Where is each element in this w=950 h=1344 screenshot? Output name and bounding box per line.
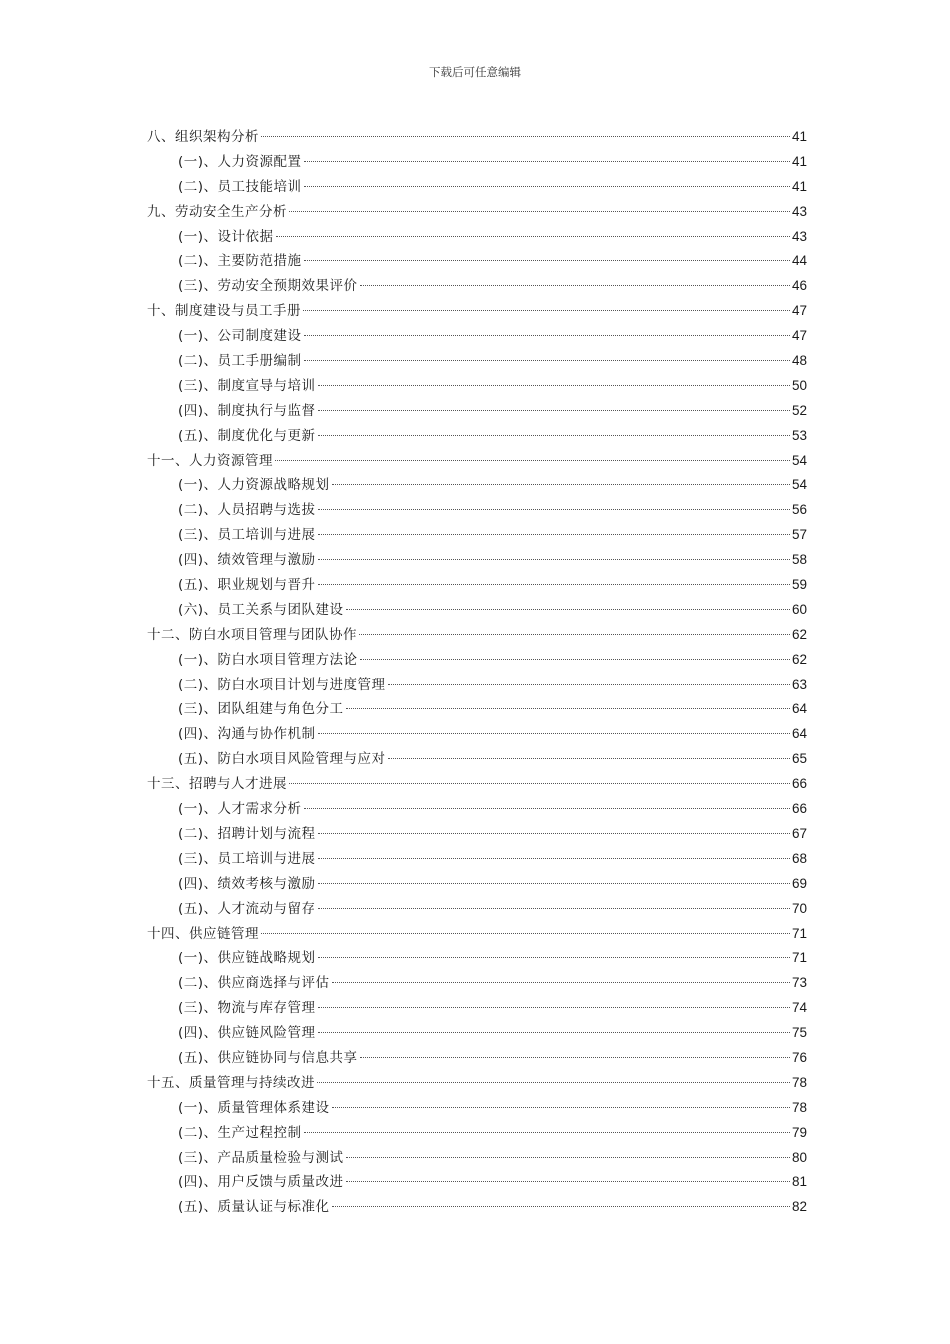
toc-entry-page-number: 47	[791, 328, 807, 344]
toc-entry-title: (三)、劳动安全预期效果评价	[178, 278, 358, 295]
toc-section-entry[interactable]	[147, 424, 807, 449]
toc-entry-page-number: 64	[791, 726, 807, 742]
toc-entry-page-number: 80	[791, 1149, 807, 1165]
toc-dot-leader	[318, 584, 790, 585]
toc-entry-title: (六)、员工关系与团队建设	[178, 601, 344, 618]
toc-entry-title: (一)、防白水项目管理方法论	[178, 651, 358, 668]
toc-chapter-entry[interactable]	[147, 623, 807, 648]
toc-entry-title: (二)、供应商选择与评估	[178, 975, 330, 992]
toc-entry-title: (五)、职业规划与晋升	[178, 577, 316, 594]
toc-dot-leader	[318, 410, 790, 411]
toc-dot-leader	[275, 460, 790, 461]
toc-entry-title: (四)、制度执行与监督	[178, 402, 316, 419]
toc-section-entry[interactable]	[147, 847, 807, 872]
toc-dot-leader	[318, 883, 790, 884]
toc-entry-title: (一)、人才需求分析	[178, 801, 302, 818]
toc-section-entry[interactable]	[147, 349, 807, 374]
toc-entry-page-number: 70	[791, 900, 807, 916]
toc-section-entry[interactable]	[147, 249, 807, 274]
toc-section-entry[interactable]	[147, 473, 807, 498]
toc-dot-leader	[346, 1181, 790, 1182]
toc-dot-leader	[346, 609, 790, 610]
toc-entry-page-number: 66	[791, 801, 807, 817]
toc-entry-title: 十二、防白水项目管理与团队协作	[147, 626, 357, 643]
toc-dot-leader	[318, 509, 790, 510]
toc-entry-page-number: 76	[791, 1049, 807, 1065]
toc-entry-page-number: 41	[791, 178, 807, 194]
toc-dot-leader	[261, 933, 790, 934]
toc-entry-page-number: 48	[791, 353, 807, 369]
toc-dot-leader	[332, 484, 790, 485]
toc-entry-title: (四)、供应链风险管理	[178, 1025, 316, 1042]
toc-entry-page-number: 59	[791, 577, 807, 593]
toc-section-entry[interactable]	[147, 822, 807, 847]
toc-section-entry[interactable]	[147, 399, 807, 424]
toc-entry-title: (三)、产品质量检验与测试	[178, 1149, 344, 1166]
toc-dot-leader	[304, 186, 790, 187]
toc-entry-page-number: 52	[791, 402, 807, 418]
toc-entry-title: (三)、员工培训与进展	[178, 527, 316, 544]
toc-dot-leader	[332, 1206, 790, 1207]
toc-entry-page-number: 69	[791, 875, 807, 891]
toc-entry-title: 十四、供应链管理	[147, 925, 259, 942]
toc-section-entry[interactable]	[147, 225, 807, 250]
toc-entry-title: 十、制度建设与员工手册	[147, 303, 301, 320]
toc-entry-page-number: 53	[791, 427, 807, 443]
toc-entry-page-number: 67	[791, 825, 807, 841]
toc-entry-title: 九、劳动安全生产分析	[147, 203, 287, 220]
toc-entry-title: (三)、员工培训与进展	[178, 850, 316, 867]
toc-entry-page-number: 41	[791, 129, 807, 144]
toc-section-entry[interactable]	[147, 374, 807, 399]
toc-entry-page-number: 71	[791, 950, 807, 966]
toc-entry-title: (四)、绩效管理与激励	[178, 552, 316, 569]
toc-section-entry[interactable]	[147, 150, 807, 175]
toc-dot-leader	[304, 808, 790, 809]
toc-section-entry[interactable]	[147, 1121, 807, 1146]
toc-entry-page-number: 74	[791, 1000, 807, 1016]
toc-dot-leader	[332, 982, 790, 983]
toc-entry-page-number: 62	[791, 626, 807, 642]
toc-entry-page-number: 54	[791, 477, 807, 493]
toc-dot-leader	[346, 1157, 790, 1158]
toc-dot-leader	[318, 435, 790, 436]
toc-dot-leader	[318, 733, 790, 734]
toc-section-entry[interactable]	[147, 1046, 807, 1071]
toc-section-entry[interactable]	[147, 274, 807, 299]
toc-dot-leader	[318, 908, 790, 909]
toc-section-entry[interactable]	[147, 697, 807, 722]
toc-entry-title: 十三、招聘与人才进展	[147, 776, 287, 793]
toc-section-entry[interactable]	[147, 648, 807, 673]
toc-entry-page-number: 57	[791, 527, 807, 543]
toc-dot-leader	[318, 385, 790, 386]
toc-entry-title: (一)、人力资源战略规划	[178, 477, 330, 494]
toc-section-entry[interactable]	[147, 897, 807, 922]
toc-dot-leader	[360, 285, 790, 286]
toc-entry-page-number: 46	[791, 278, 807, 294]
toc-entry-page-number: 63	[791, 676, 807, 692]
toc-entry-page-number: 75	[791, 1025, 807, 1041]
toc-entry-title: (四)、用户反馈与质量改进	[178, 1174, 344, 1191]
toc-chapter-entry[interactable]	[147, 200, 807, 225]
toc-entry-title: 十一、人力资源管理	[147, 452, 273, 469]
toc-entry-title: (一)、人力资源配置	[178, 153, 302, 170]
toc-entry-page-number: 56	[791, 502, 807, 518]
toc-entry-title: (五)、质量认证与标准化	[178, 1199, 330, 1216]
toc-entry-page-number: 65	[791, 751, 807, 767]
toc-entry-page-number: 54	[791, 452, 807, 468]
toc-entry-page-number: 78	[791, 1074, 807, 1090]
toc-entry-page-number: 79	[791, 1124, 807, 1140]
toc-entry-title: (四)、绩效考核与激励	[178, 875, 316, 892]
toc-section-entry[interactable]	[147, 1170, 807, 1195]
toc-entry-title: (三)、物流与库存管理	[178, 1000, 316, 1017]
toc-section-entry[interactable]	[147, 971, 807, 996]
page-header: 下载后可任意编辑	[429, 65, 521, 79]
toc-section-entry[interactable]	[147, 1146, 807, 1171]
toc-dot-leader	[318, 1032, 790, 1033]
toc-entry-page-number: 71	[791, 925, 807, 941]
toc-dot-leader	[317, 1082, 790, 1083]
toc-dot-leader	[332, 1107, 790, 1108]
toc-entry-title: (二)、生产过程控制	[178, 1124, 302, 1141]
toc-entry-title: (五)、人才流动与留存	[178, 900, 316, 917]
toc-dot-leader	[388, 758, 790, 759]
toc-entry-title: (二)、人员招聘与选拔	[178, 502, 316, 519]
toc-dot-leader	[318, 559, 790, 560]
toc-entry-page-number: 50	[791, 377, 807, 393]
toc-entry-page-number: 58	[791, 552, 807, 568]
toc-section-entry[interactable]	[147, 797, 807, 822]
toc-entry-title: (二)、员工手册编制	[178, 353, 302, 370]
toc-dot-leader	[388, 684, 790, 685]
toc-dot-leader	[318, 534, 790, 535]
toc-entry-page-number: 68	[791, 850, 807, 866]
toc-dot-leader	[304, 1132, 790, 1133]
toc-section-entry[interactable]	[147, 324, 807, 349]
toc-entry-page-number: 60	[791, 601, 807, 617]
toc-entry-title: 八、组织架构分析	[147, 129, 259, 145]
toc-chapter-entry[interactable]	[147, 125, 807, 150]
toc-dot-leader	[360, 1057, 790, 1058]
toc-section-entry[interactable]	[147, 722, 807, 747]
toc-dot-leader	[304, 161, 790, 162]
toc-section-entry[interactable]	[147, 523, 807, 548]
toc-entry-title: 十五、质量管理与持续改进	[147, 1074, 315, 1091]
toc-section-entry[interactable]	[147, 996, 807, 1021]
toc-entry-page-number: 81	[791, 1174, 807, 1190]
toc-entry-title: (二)、员工技能培训	[178, 178, 302, 195]
toc-entry-title: (二)、主要防范措施	[178, 253, 302, 270]
toc-section-entry[interactable]	[147, 747, 807, 772]
toc-dot-leader	[261, 136, 790, 137]
toc-section-entry[interactable]	[147, 946, 807, 971]
toc-entry-page-number: 47	[791, 303, 807, 319]
toc-entry-page-number: 73	[791, 975, 807, 991]
toc-dot-leader	[304, 260, 790, 261]
toc-dot-leader	[289, 211, 790, 212]
toc-entry-page-number: 64	[791, 701, 807, 717]
toc-section-entry[interactable]	[147, 498, 807, 523]
toc-entry-title: (五)、防白水项目风险管理与应对	[178, 751, 386, 768]
toc-dot-leader	[318, 858, 790, 859]
toc-dot-leader	[276, 236, 790, 237]
toc-entry-title: (一)、设计依据	[178, 228, 274, 245]
toc-entry-page-number: 43	[791, 203, 807, 219]
toc-dot-leader	[359, 634, 790, 635]
toc-entry-title: (四)、沟通与协作机制	[178, 726, 316, 743]
toc-entry-title: (一)、供应链战略规划	[178, 950, 316, 967]
toc-entry-title: (一)、公司制度建设	[178, 328, 302, 345]
toc-dot-leader	[318, 1007, 790, 1008]
toc-dot-leader	[304, 335, 790, 336]
table-of-contents	[147, 125, 807, 1220]
toc-entry-title: (三)、团队组建与角色分工	[178, 701, 344, 718]
toc-entry-title: (二)、防白水项目计划与进度管理	[178, 676, 386, 693]
toc-entry-page-number: 66	[791, 776, 807, 792]
toc-entry-title: (五)、供应链协同与信息共享	[178, 1049, 358, 1066]
toc-section-entry[interactable]	[147, 175, 807, 200]
toc-section-entry[interactable]	[147, 598, 807, 623]
toc-dot-leader	[303, 310, 790, 311]
toc-chapter-entry[interactable]	[147, 1071, 807, 1096]
toc-entry-title: (三)、制度宣导与培训	[178, 377, 316, 394]
toc-dot-leader	[360, 659, 790, 660]
toc-entry-title: (二)、招聘计划与流程	[178, 825, 316, 842]
toc-entry-page-number: 44	[791, 253, 807, 269]
toc-entry-page-number: 82	[791, 1199, 807, 1215]
toc-entry-page-number: 43	[791, 228, 807, 244]
toc-entry-page-number: 41	[791, 153, 807, 169]
toc-section-entry[interactable]	[147, 872, 807, 897]
toc-section-entry[interactable]	[147, 573, 807, 598]
toc-dot-leader	[318, 957, 790, 958]
toc-entry-title: (五)、制度优化与更新	[178, 427, 316, 444]
toc-chapter-entry[interactable]	[147, 449, 807, 474]
toc-section-entry[interactable]	[147, 548, 807, 573]
toc-entry-page-number: 62	[791, 651, 807, 667]
toc-section-entry[interactable]	[147, 1195, 807, 1220]
toc-chapter-entry[interactable]	[147, 772, 807, 797]
toc-dot-leader	[318, 833, 790, 834]
toc-chapter-entry[interactable]	[147, 922, 807, 947]
toc-dot-leader	[304, 360, 790, 361]
toc-dot-leader	[346, 708, 790, 709]
toc-entry-page-number: 78	[791, 1099, 807, 1115]
toc-section-entry[interactable]	[147, 1096, 807, 1121]
toc-dot-leader	[289, 783, 790, 784]
toc-entry-title: (一)、质量管理体系建设	[178, 1099, 330, 1116]
toc-section-entry[interactable]	[147, 1021, 807, 1046]
toc-chapter-entry[interactable]	[147, 299, 807, 324]
toc-section-entry[interactable]	[147, 673, 807, 698]
